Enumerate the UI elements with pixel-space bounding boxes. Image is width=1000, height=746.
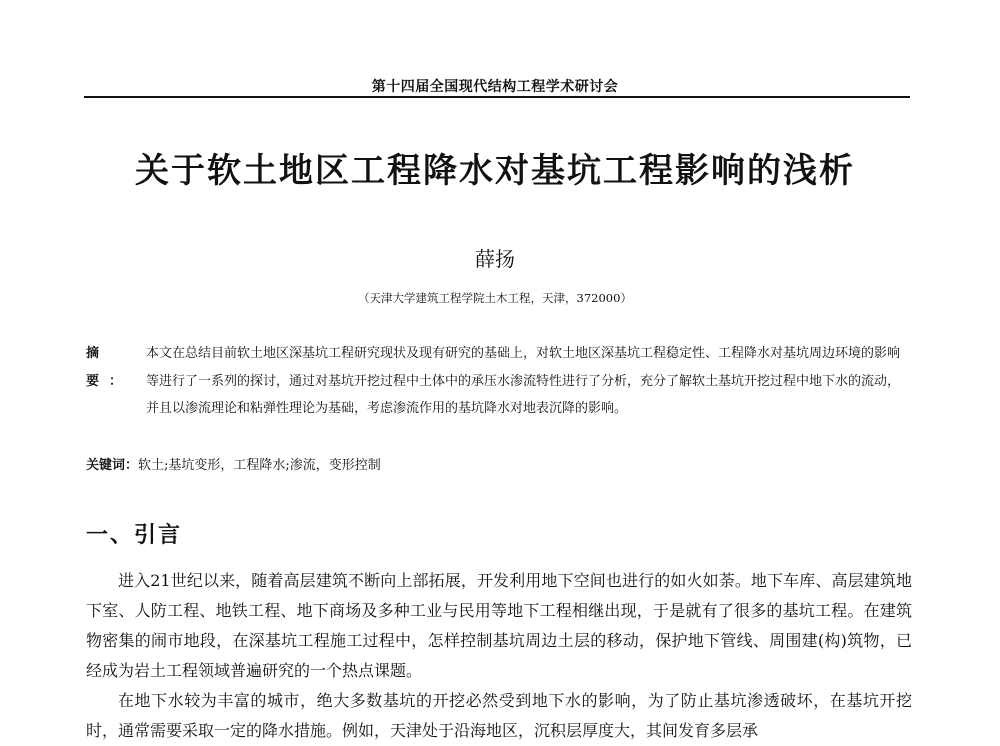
author-name: 薛扬 bbox=[475, 247, 515, 271]
body-paragraph: 进入21世纪以来，随着高层建筑不断向上部拓展，开发利用地下空间也进行的如火如荼。地下车库、高层建筑地下室、人防工程、地铁工程、地下商场及多种工业与民用等地下工程相继出现，于是就有了很多的基坑工程。在建筑物密集的闹市地段，在深基坑工程施工过程中，怎样控制基坑周边土层的移动，保护地下管线、周围建(构)筑物，已经成为岩土工程领域普遍研究的一个热点课题。 bbox=[86, 571, 912, 680]
paper-title: 关于软土地区工程降水对基坑工程影响的浅析 bbox=[135, 151, 855, 191]
keywords-text: 软土;基坑变形，工程降水;渗流，变形控制 bbox=[138, 458, 381, 473]
keywords-label: 关键词： bbox=[86, 458, 139, 473]
section-heading-introduction: 一、引言 bbox=[86, 523, 183, 548]
running-header: 第十四届全国现代结构工程学术研讨会 bbox=[371, 79, 619, 95]
abstract-text: 本文在总结目前软土地区深基坑工程研究现状及现有研究的基础上，对软土地区深基坑工程稳定性、工程降水对基坑周边环境的影响等进行了一系列的探讨，通过对基坑开挖过程中土体中的承压水渗流特性进行了分析，充分了解软土基坑开挖过程中地下水的流动，并且以渗流理论和粘弹性理论为基础，考虑渗流作用的基坑降水对地表沉降的影响。 bbox=[146, 346, 901, 416]
abstract-block bbox=[86, 340, 912, 423]
keywords-block bbox=[86, 455, 912, 477]
body-paragraph: 在地下水较为丰富的城市，绝大多数基坑的开挖必然受到地下水的影响，为了防止基坑渗透破坏，在基坑开挖时，通常需要采取一定的降水措施。例如，天津处于沿海地区，沉积层厚度大，其间发育多层承 bbox=[86, 691, 912, 740]
header-rule bbox=[84, 96, 910, 98]
author-affiliation: （天津大学建筑工程学院土木工程，天津，372000） bbox=[358, 291, 632, 305]
abstract-label: 摘 要： bbox=[86, 346, 133, 389]
